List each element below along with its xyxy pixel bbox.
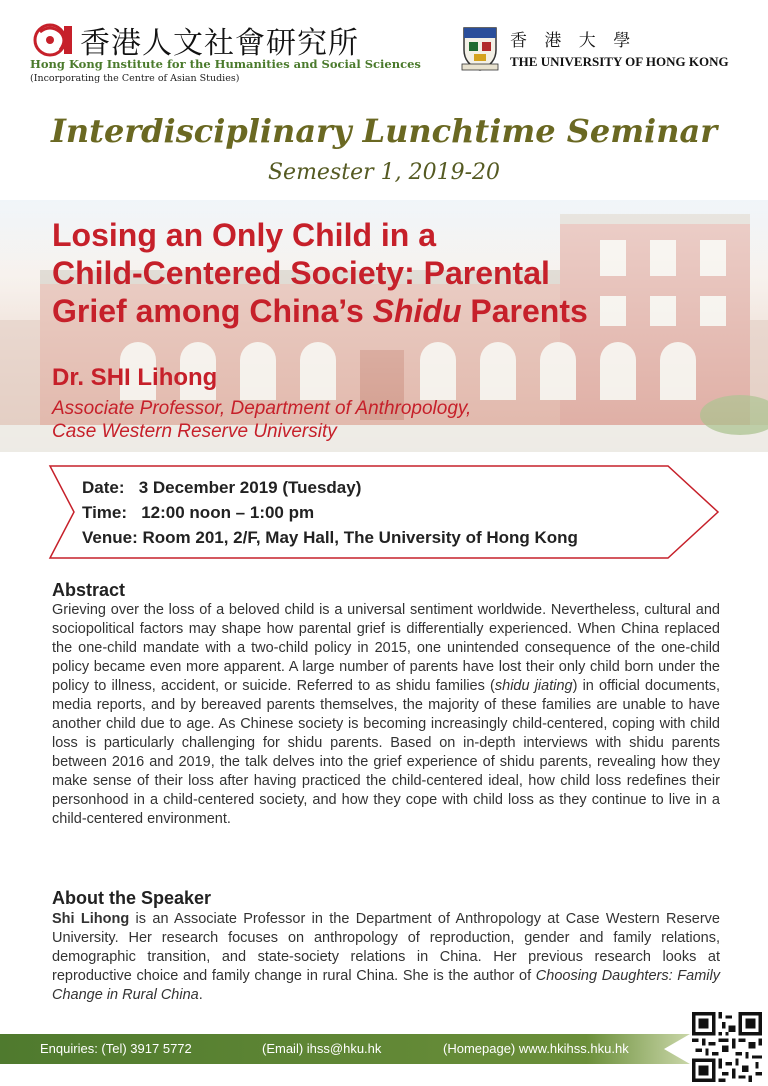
about-text-part-2: . xyxy=(198,987,203,1003)
abstract-heading: Abstract xyxy=(52,580,126,600)
talk-title xyxy=(52,216,752,330)
event-date xyxy=(82,478,361,498)
talk-title-line-2: Child-Centered Society: Parental xyxy=(52,255,550,291)
footer-homepage[interactable]: (Homepage) www.hkihss.hku.hk xyxy=(443,1041,629,1056)
ihss-english-name: Hong Kong Institute for the Humanities and Social Sciences xyxy=(30,57,421,71)
title-text: Grief among China’s xyxy=(52,293,373,329)
abstract-text-part-2: ) in official documents, media reports, and by bereaved parents themselves, the majority of these families are unable to have another child due to age. As Chinese society is becoming increasingly child-centered, coping with child loss is particularly challenging for shidu parents. Based on in-depth interviews with shidu parents between 2016 and 2019, the talk delves into the grief experience of shidu parents, revealing how they make sense of their loss after having practiced the child-centered ideal, how child loss redefines their personhood in a child-centered society, and how they cope with child loss as they continue to live in a child-centered environment. xyxy=(52,678,721,827)
time-label: Time: xyxy=(82,503,128,522)
abstract-text-part-1: Grieving over the loss of a beloved child is a universal sentiment worldwide. Nevertheless, cultural and sociopolitical factors may shape how parental grief is differentially experienced. When China replaced the one-child mandate with a two-child policy in 2015, one unintended consequence of the one-child policy became even more apparent. A large number of parents have lost their only child born under the policy to illness, accident, or suicide. Referred to as shidu families ( xyxy=(52,602,720,694)
about-speaker-text xyxy=(52,910,720,1005)
speaker-affiliation xyxy=(52,397,471,443)
title-text-end: Parents xyxy=(461,293,588,329)
date-value: 3 December 2019 (Tuesday) xyxy=(138,478,362,497)
title-italic-shidu: Shidu xyxy=(372,293,462,329)
ihss-chinese-name: 香港人文社會研究所 xyxy=(80,26,359,61)
seminar-series-title: Interdisciplinary Lunchtime Seminar xyxy=(50,112,718,150)
footer-email[interactable]: (Email) ihss@hku.hk xyxy=(262,1041,382,1056)
semester-label: Semester 1, 2019-20 xyxy=(267,160,501,185)
talk-title-line-3 xyxy=(52,292,752,330)
time-value: 12:00 noon – 1:00 pm xyxy=(141,503,315,522)
abstract-italic-term: shidu jiating xyxy=(494,678,573,694)
abstract-text xyxy=(52,601,720,829)
date-label: Date: xyxy=(82,478,125,497)
event-time xyxy=(82,503,314,523)
about-text-part-1: is an Associate Professor in the Department of Anthropology at Case Western Reserve University. Her research focuses on anthropology of reproduction, gender and family relations, demographic transition, and state-society relations in China. Her previous research looks at reproductive choice and family change in rural China. She is the author of xyxy=(52,911,720,984)
ihss-logo-icon xyxy=(30,20,76,60)
hku-chinese-name: 香 港 大 學 xyxy=(510,31,637,51)
book-title: Choosing Daughters: Family Change in Rural China xyxy=(52,968,720,1003)
hku-english-name: THE UNIVERSITY OF HONG KONG xyxy=(510,54,729,69)
about-speaker-name: Shi Lihong xyxy=(52,911,130,927)
qr-code-icon[interactable] xyxy=(692,1012,762,1082)
affiliation-line-2: Case Western Reserve University xyxy=(52,421,337,442)
about-speaker-heading: About the Speaker xyxy=(52,888,212,908)
event-venue xyxy=(82,528,578,548)
venue-label: Venue: xyxy=(82,528,138,547)
affiliation-line-1: Associate Professor, Department of Anthropology, xyxy=(52,398,472,419)
talk-title-line-1: Losing an Only Child in a xyxy=(52,217,437,253)
footer-enquiries: Enquiries: (Tel) 3917 5772 xyxy=(40,1041,192,1056)
venue-value: Room 201, 2/F, May Hall, The University of Hong Kong xyxy=(142,528,578,547)
ihss-subtitle: (Incorporating the Centre of Asian Studies) xyxy=(30,73,240,84)
hku-crest-icon xyxy=(460,24,500,72)
speaker-name: Dr. SHI Lihong xyxy=(52,364,218,391)
